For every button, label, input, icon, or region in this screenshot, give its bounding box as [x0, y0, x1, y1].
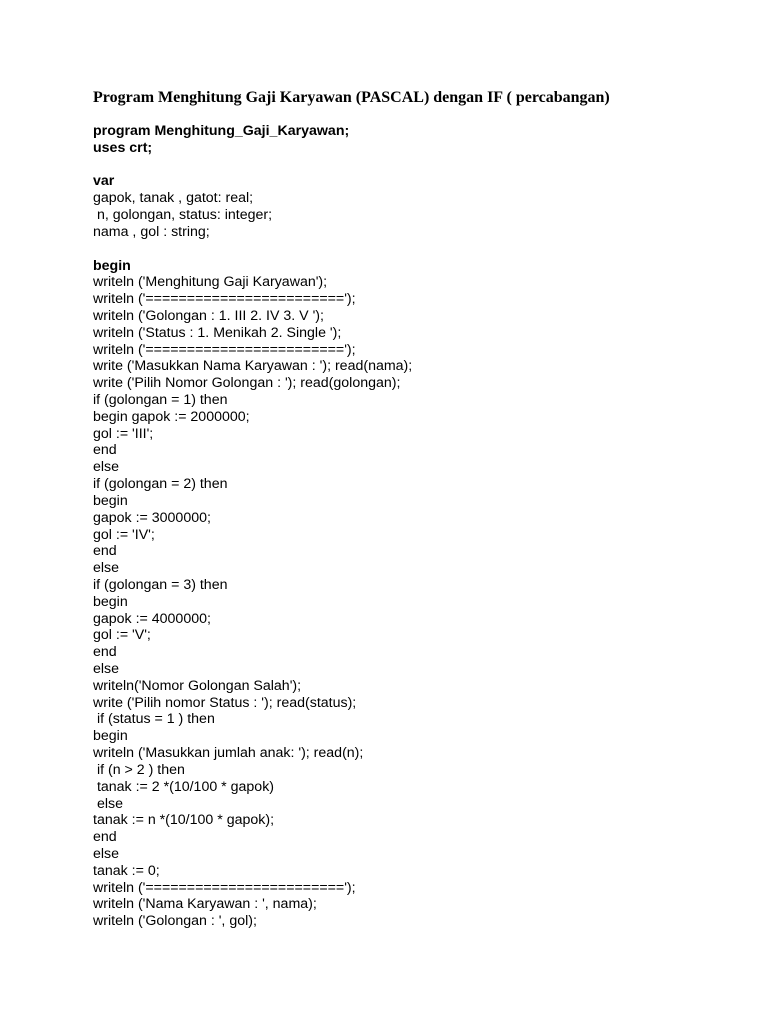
- code-line: tanak := n *(10/100 * gapok);: [93, 812, 275, 829]
- code-line: write ('Pilih Nomor Golongan : '); read(golongan);: [93, 375, 401, 392]
- code-line: writeln ('Nama Karyawan : ', nama);: [93, 896, 317, 913]
- code-line: gapok := 3000000;: [93, 509, 211, 526]
- code-line: if (n > 2 ) then: [93, 761, 185, 778]
- code-line: writeln ('Golongan : ', gol);: [93, 913, 257, 930]
- document-title: Program Menghitung Gaji Karyawan (PASCAL) dengan IF ( percabangan): [93, 89, 610, 106]
- code-listing: [93, 123, 412, 930]
- code-line: nama , gol : string;: [93, 223, 210, 240]
- code-line: end: [93, 442, 117, 459]
- code-line: gapok := 4000000;: [93, 610, 211, 627]
- code-line: writeln ('Menghitung Gaji Karyawan');: [93, 274, 328, 291]
- code-line: writeln ('Status : 1. Menikah 2. Single ');: [93, 324, 342, 341]
- code-line: begin: [93, 728, 128, 745]
- code-line: tanak := 0;: [93, 862, 160, 879]
- code-line: if (golongan = 1) then: [93, 392, 228, 408]
- code-line: begin gapok := 2000000;: [93, 408, 250, 425]
- code-line: else: [93, 560, 120, 577]
- code-line: [93, 157, 412, 174]
- code-line: begin: [93, 492, 128, 509]
- code-line: writeln ('========================');: [93, 291, 356, 308]
- code-line: end: [93, 644, 117, 661]
- code-line: writeln('Nomor Golongan Salah');: [93, 677, 302, 694]
- code-line: program Menghitung_Gaji_Karyawan;: [93, 123, 350, 139]
- code-line: n, golongan, status: integer;: [93, 207, 273, 224]
- code-line: writeln ('Masukkan jumlah anak: '); read(n);: [93, 745, 364, 762]
- code-line: writeln ('========================');: [93, 879, 356, 896]
- code-line: gapok, tanak , gatot: real;: [93, 190, 254, 207]
- code-line: tanak := 2 *(10/100 * gapok): [93, 778, 275, 795]
- code-line: var: [93, 173, 115, 190]
- code-line: gol := 'IV';: [93, 526, 155, 543]
- code-line: else: [93, 459, 120, 476]
- code-line: else: [93, 845, 120, 862]
- code-line: end: [93, 543, 117, 560]
- code-line: else: [93, 661, 120, 677]
- code-line: write ('Pilih nomor Status : '); read(status);: [93, 694, 357, 711]
- code-line: writeln ('Golongan : 1. III 2. IV 3. V ');: [93, 307, 324, 324]
- code-line: if (golongan = 3) then: [93, 576, 228, 593]
- code-line: else: [93, 795, 123, 812]
- code-line: [93, 241, 412, 258]
- code-line: begin: [93, 257, 131, 274]
- code-line: gol := 'V';: [93, 627, 151, 644]
- code-line: writeln ('========================');: [93, 341, 356, 358]
- code-line: write ('Masukkan Nama Karyawan : '); read(nama);: [93, 358, 413, 375]
- code-line: gol := 'III';: [93, 425, 154, 442]
- code-line: end: [93, 829, 117, 846]
- code-line: if (status = 1 ) then: [93, 711, 215, 728]
- code-line: begin: [93, 593, 128, 610]
- code-line: uses crt;: [93, 139, 153, 156]
- code-line: if (golongan = 2) then: [93, 476, 228, 493]
